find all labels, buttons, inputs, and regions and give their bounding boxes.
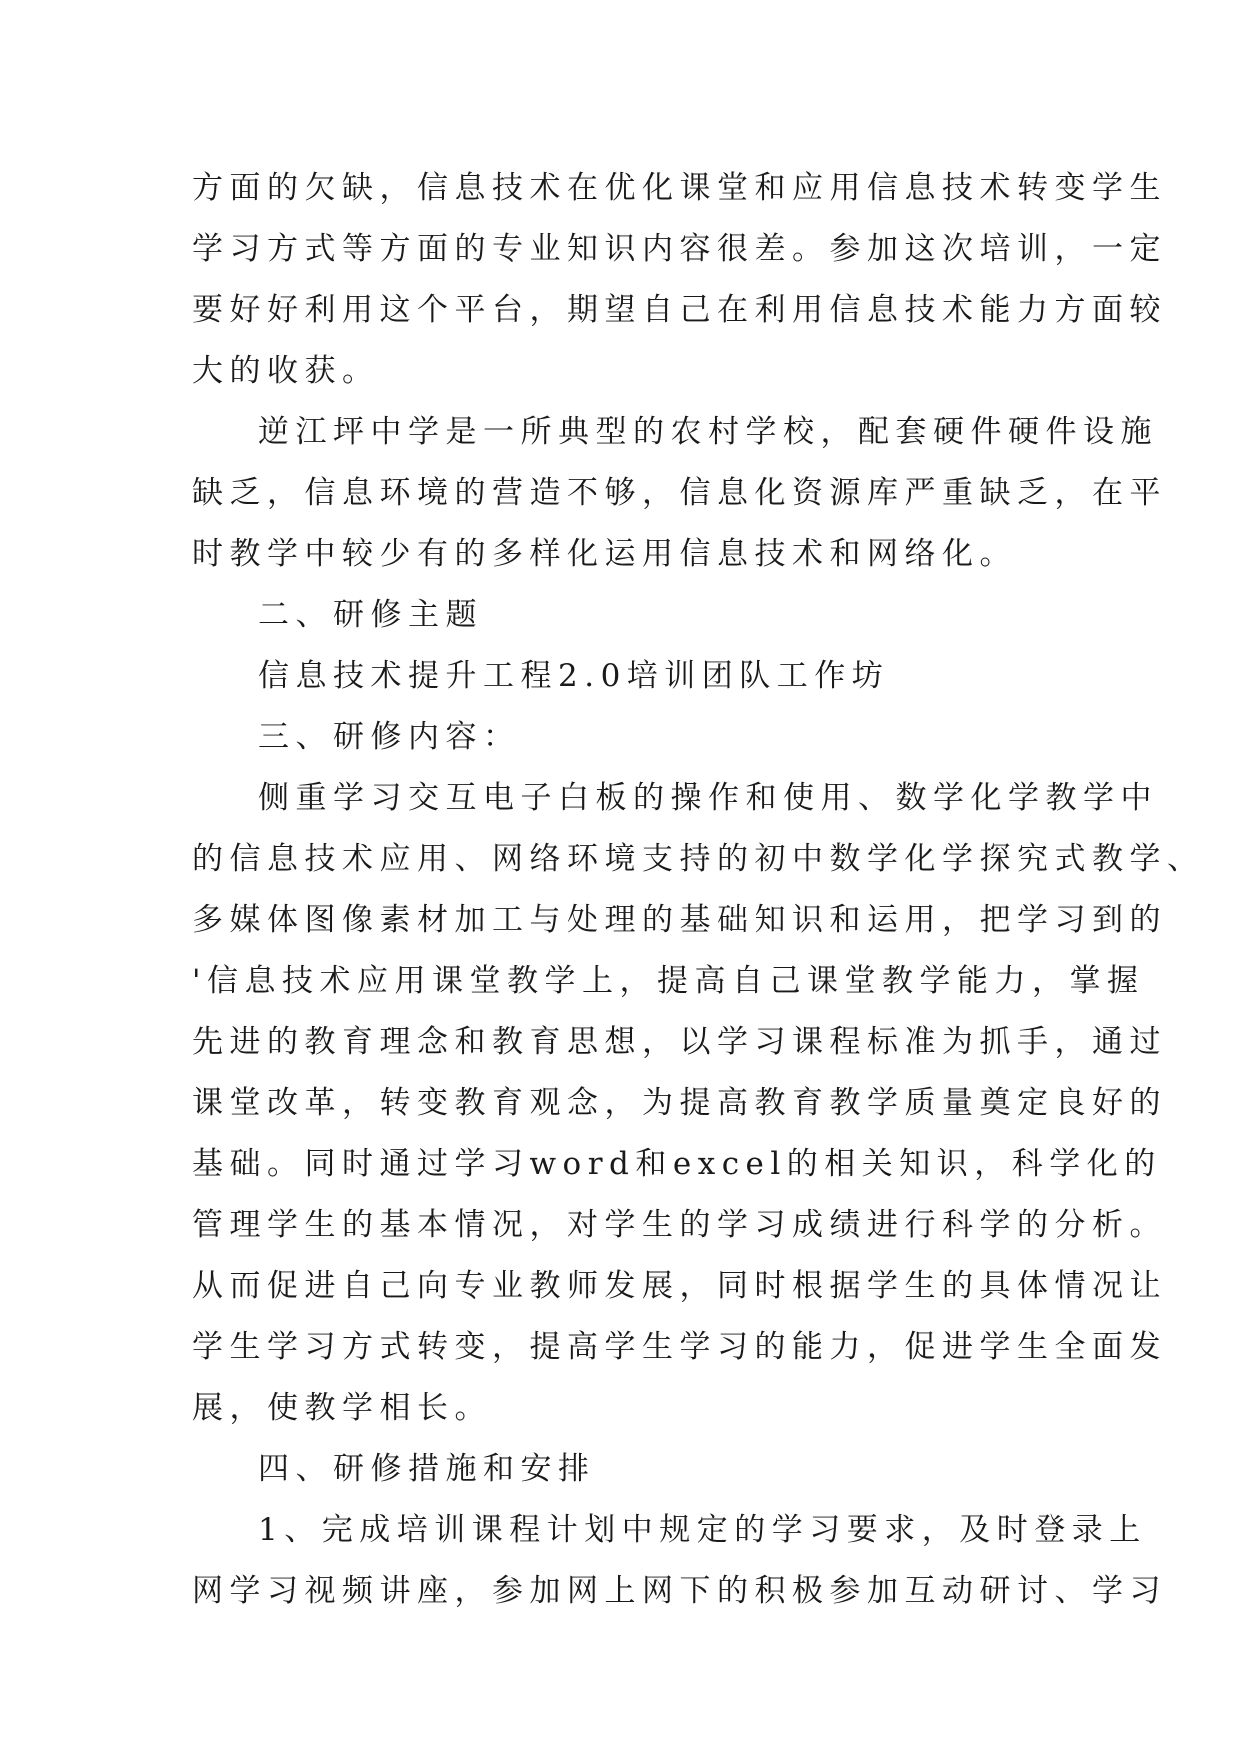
paragraph-line: '信息技术应用课堂教学上，提高自己课堂教学能力，掌握 — [192, 963, 1145, 999]
paragraph-line: 网学习视频讲座，参加网上网下的积极参加互动研讨、学习 — [192, 1573, 1167, 1609]
paragraph-line: 方面的欠缺，信息技术在优化课堂和应用信息技术转变学生 — [192, 170, 1167, 206]
paragraph-line: 要好好利用这个平台，期望自己在利用信息技术能力方面较 — [192, 292, 1167, 328]
paragraph-line: 展，使教学相长。 — [192, 1390, 492, 1426]
paragraph-line: 多媒体图像素材加工与处理的基础知识和运用，把学习到的 — [192, 902, 1167, 938]
paragraph-line: 缺乏，信息环境的营造不够，信息化资源库严重缺乏，在平 — [192, 475, 1167, 511]
section-heading: 三、研修内容： — [258, 719, 521, 755]
paragraph-line: 侧重学习交互电子白板的操作和使用、数学化学教学中 — [258, 780, 1158, 816]
paragraph-line: 信息技术提升工程2.0培训团队工作坊 — [258, 658, 890, 694]
paragraph-line: 课堂改革，转变教育观念，为提高教育教学质量奠定良好的 — [192, 1085, 1167, 1121]
paragraph-line: 时教学中较少有的多样化运用信息技术和网络化。 — [192, 536, 1017, 572]
paragraph-line: 从而促进自己向专业教师发展，同时根据学生的具体情况让 — [192, 1268, 1167, 1304]
paragraph-line: 管理学生的基本情况，对学生的学习成绩进行科学的分析。 — [192, 1207, 1167, 1243]
paragraph-line: 基础。同时通过学习word和excel的相关知识，科学化的 — [192, 1146, 1162, 1182]
paragraph-line: 的信息技术应用、网络环境支持的初中数学化学探究式教学、 — [192, 841, 1205, 877]
paragraph-line: 学习方式等方面的专业知识内容很差。参加这次培训，一定 — [192, 231, 1167, 267]
paragraph-line: 逆江坪中学是一所典型的农村学校，配套硬件硬件设施 — [258, 414, 1158, 450]
paragraph-line: 1、完成培训课程计划中规定的学习要求，及时登录上 — [258, 1512, 1147, 1548]
section-heading: 四、研修措施和安排 — [258, 1451, 596, 1487]
paragraph-line: 学生学习方式转变，提高学生学习的能力，促进学生全面发 — [192, 1329, 1167, 1365]
document-body — [192, 158, 1205, 1622]
paragraph-line: 大的收获。 — [192, 353, 380, 389]
section-heading: 二、研修主题 — [258, 597, 483, 633]
paragraph-line: 先进的教育理念和教育思想，以学习课程标准为抓手，通过 — [192, 1024, 1167, 1060]
